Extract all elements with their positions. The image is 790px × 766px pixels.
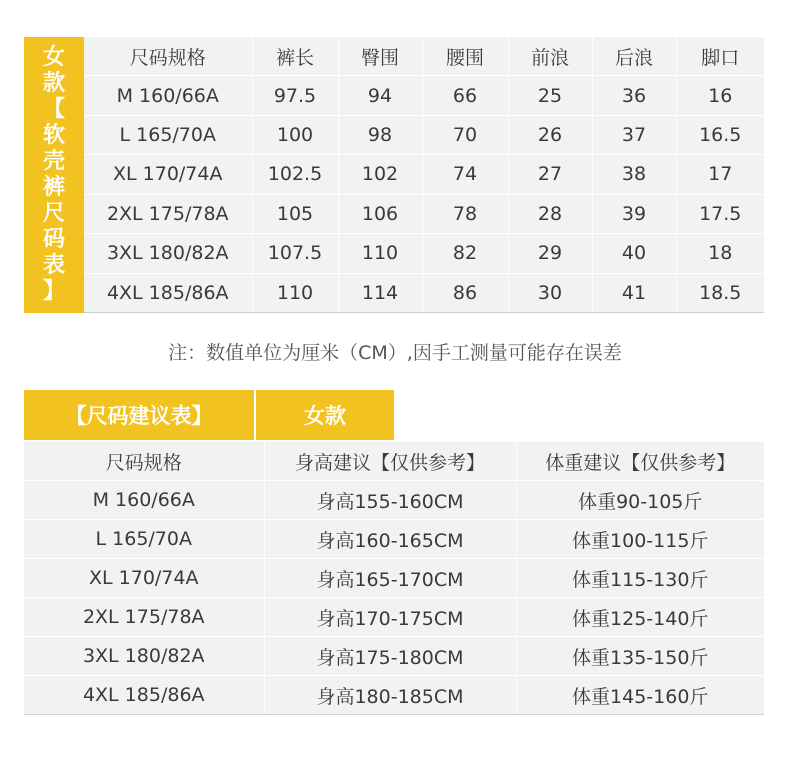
size-table xyxy=(84,37,764,313)
recommend-table-cell: L 165/70A xyxy=(24,520,264,559)
recommend-table-cell: 身高155-160CM xyxy=(264,481,516,520)
size-table-cell: 98 xyxy=(338,115,422,154)
size-table-header-row xyxy=(84,37,764,76)
recommend-table-row xyxy=(24,520,764,559)
size-table-cell: 86 xyxy=(422,273,508,312)
side-label-char: 软 xyxy=(42,123,65,148)
size-table-cell: 114 xyxy=(338,273,422,312)
size-table-header-cell: 臀围 xyxy=(338,37,422,76)
size-table-cell: 82 xyxy=(422,234,508,273)
recommend-table-cell: 身高165-170CM xyxy=(264,559,516,598)
side-label-char: 表 xyxy=(42,253,65,278)
size-table-cell: 29 xyxy=(508,234,592,273)
recommend-table-cell: 身高180-185CM xyxy=(264,676,516,715)
measurement-note: 注：数值单位为厘米（CM）,因手工测量可能存在误差 xyxy=(168,342,622,364)
size-table-cell: 28 xyxy=(508,194,592,233)
size-table-cell: 78 xyxy=(422,194,508,233)
recommend-table-cell: 体重135-150斤 xyxy=(516,637,764,676)
size-table-cell: 17.5 xyxy=(676,194,764,233)
side-label-char: 壳 xyxy=(42,149,65,174)
recommend-table-cell: 3XL 180/82A xyxy=(24,637,264,676)
size-table-cell: 107.5 xyxy=(252,234,338,273)
recommend-table-cell: M 160/66A xyxy=(24,481,264,520)
recommend-table-cell: XL 170/74A xyxy=(24,559,264,598)
recommend-table-header-cell: 尺码规格 xyxy=(24,442,264,481)
recommend-table-header-cell: 身高建议【仅供参考】 xyxy=(264,442,516,481)
recommend-table xyxy=(24,442,764,715)
recommend-table-row xyxy=(24,481,764,520)
size-table-cell: M 160/66A xyxy=(84,76,252,115)
size-table-cell: 102.5 xyxy=(252,155,338,194)
size-table-cell: 110 xyxy=(338,234,422,273)
size-table-cell: 39 xyxy=(592,194,676,233)
size-table-row xyxy=(84,115,764,154)
size-table-cell: 25 xyxy=(508,76,592,115)
recommend-table-row xyxy=(24,598,764,637)
recommend-title: 【尺码建议表】 xyxy=(24,390,256,440)
size-table-cell: L 165/70A xyxy=(84,115,252,154)
size-table-cell: 2XL 175/78A xyxy=(84,194,252,233)
size-table-cell: XL 170/74A xyxy=(84,155,252,194)
size-table-cell: 106 xyxy=(338,194,422,233)
size-table-header-cell: 腰围 xyxy=(422,37,508,76)
recommend-table-cell: 4XL 185/86A xyxy=(24,676,264,715)
recommend-table-header-cell: 体重建议【仅供参考】 xyxy=(516,442,764,481)
size-table-cell: 100 xyxy=(252,115,338,154)
size-table-cell: 102 xyxy=(338,155,422,194)
size-table-cell: 30 xyxy=(508,273,592,312)
size-table-cell: 18 xyxy=(676,234,764,273)
size-table-header-cell: 尺码规格 xyxy=(84,37,252,76)
side-label-char: 尺 xyxy=(42,201,65,226)
size-chart xyxy=(24,37,764,313)
size-table-cell: 36 xyxy=(592,76,676,115)
recommend-table-cell: 身高175-180CM xyxy=(264,637,516,676)
recommend-table-header-row xyxy=(24,442,764,481)
size-table-cell: 70 xyxy=(422,115,508,154)
size-table-cell: 17 xyxy=(676,155,764,194)
recommend-table-cell: 体重100-115斤 xyxy=(516,520,764,559)
recommend-gender: 女款 xyxy=(256,390,394,440)
recommend-table-cell: 体重125-140斤 xyxy=(516,598,764,637)
size-table-row xyxy=(84,273,764,312)
size-table-row xyxy=(84,234,764,273)
size-table-header-cell: 前浪 xyxy=(508,37,592,76)
recommend-table-cell: 体重90-105斤 xyxy=(516,481,764,520)
side-label-char: 款 xyxy=(42,71,65,96)
size-table-cell: 74 xyxy=(422,155,508,194)
size-table-cell: 105 xyxy=(252,194,338,233)
size-table-cell: 110 xyxy=(252,273,338,312)
size-table-row xyxy=(84,155,764,194)
side-label-char: 裤 xyxy=(42,175,65,200)
size-table-cell: 40 xyxy=(592,234,676,273)
size-table-row xyxy=(84,76,764,115)
side-label-char: 】 xyxy=(42,279,65,304)
size-table-cell: 27 xyxy=(508,155,592,194)
size-table-cell: 37 xyxy=(592,115,676,154)
side-label-char: 【 xyxy=(42,97,65,122)
size-table-cell: 97.5 xyxy=(252,76,338,115)
side-label-char: 女 xyxy=(42,45,65,70)
size-table-cell: 3XL 180/82A xyxy=(84,234,252,273)
size-table-cell: 94 xyxy=(338,76,422,115)
recommend-table-cell: 体重145-160斤 xyxy=(516,676,764,715)
size-table-header-cell: 脚口 xyxy=(676,37,764,76)
size-table-header-cell: 裤长 xyxy=(252,37,338,76)
size-table-header-cell: 后浪 xyxy=(592,37,676,76)
size-table-row xyxy=(84,194,764,233)
size-table-cell: 16 xyxy=(676,76,764,115)
recommend-table-row xyxy=(24,676,764,715)
side-label-char: 码 xyxy=(42,227,65,252)
size-table-cell: 41 xyxy=(592,273,676,312)
recommend-table-row xyxy=(24,559,764,598)
recommend-table-cell: 体重115-130斤 xyxy=(516,559,764,598)
recommend-header xyxy=(24,390,394,440)
recommend-table-cell: 身高170-175CM xyxy=(264,598,516,637)
recommend-table-row xyxy=(24,637,764,676)
size-table-cell: 18.5 xyxy=(676,273,764,312)
size-table-cell: 16.5 xyxy=(676,115,764,154)
size-table-cell: 26 xyxy=(508,115,592,154)
recommend-table-cell: 2XL 175/78A xyxy=(24,598,264,637)
recommend-table-cell: 身高160-165CM xyxy=(264,520,516,559)
size-table-cell: 4XL 185/86A xyxy=(84,273,252,312)
size-chart-side-label xyxy=(24,37,84,313)
size-table-cell: 38 xyxy=(592,155,676,194)
size-table-cell: 66 xyxy=(422,76,508,115)
